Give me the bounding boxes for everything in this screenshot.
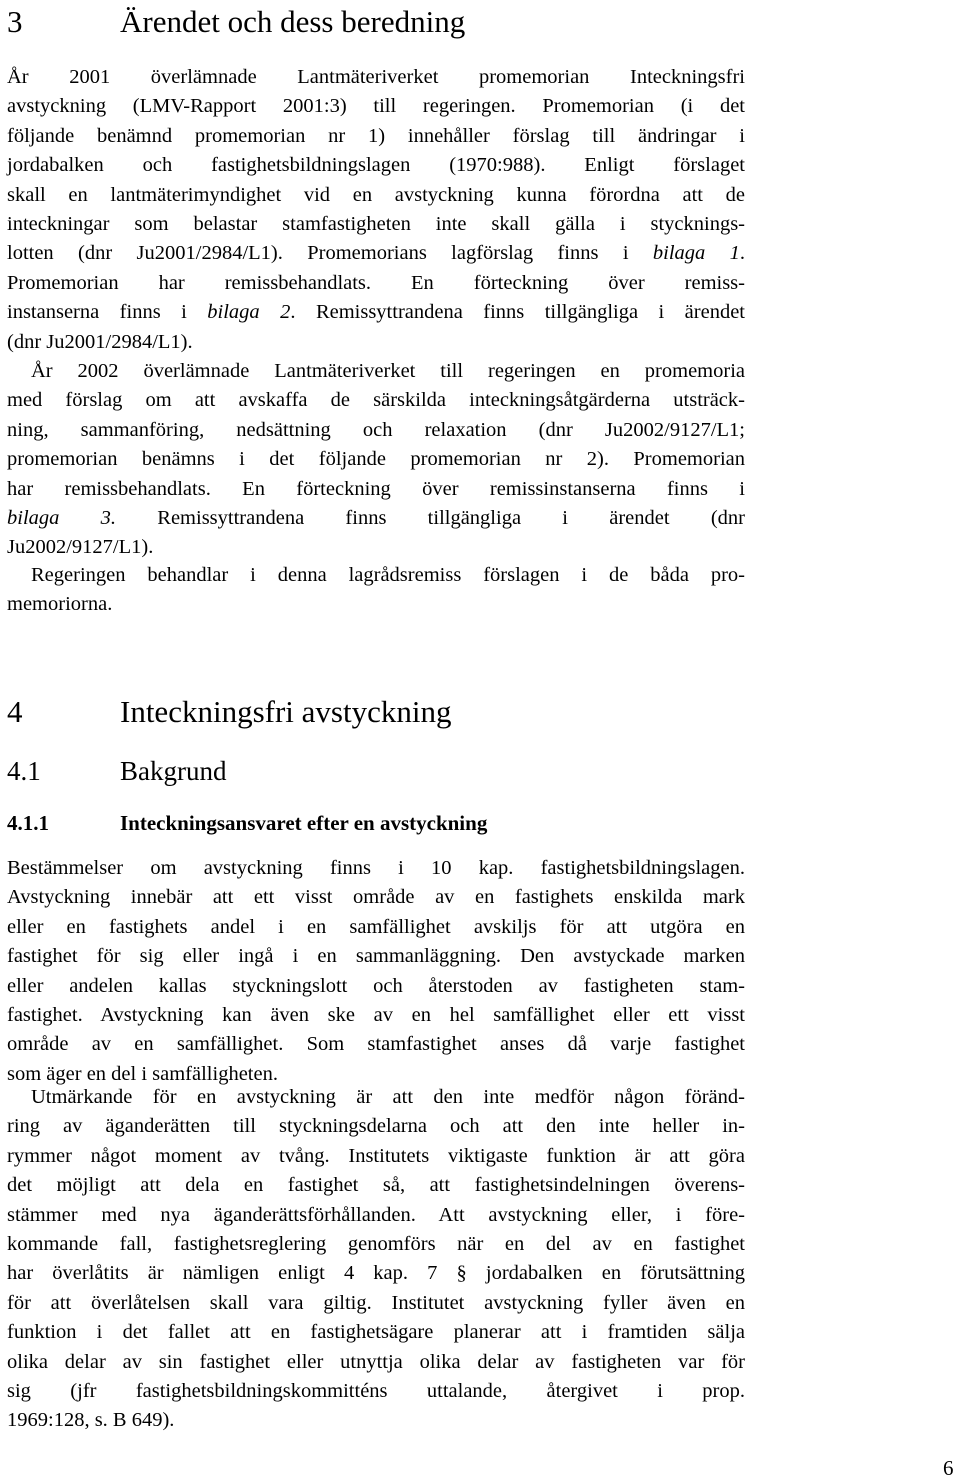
text-line: Avstyckning innebär att ett visst område av en fastighets enskilda mark bbox=[7, 886, 745, 909]
paragraph-4 bbox=[7, 854, 745, 1089]
text-line: för att överlåtelsen skall vara giltig. Institutet avstyckning fyller även en bbox=[7, 1291, 745, 1314]
section-heading-4-1 bbox=[7, 754, 226, 788]
text-line bbox=[7, 504, 745, 533]
text-line: funktion i det fallet att en fastighetsägare planerar att i framtiden sälja bbox=[7, 1321, 745, 1344]
text-line: År 2001 överlämnade Lantmäteriverket promemorian Inteckningsfri bbox=[7, 66, 745, 88]
text-line: avstyckning (LMV-Rapport 2001:3) till regeringen. Promemorian (i det bbox=[7, 95, 745, 118]
appendix-reference: bilaga 1 bbox=[652, 242, 740, 265]
section-title: Ärendet och dess beredning bbox=[120, 4, 466, 39]
text-line: (dnr Ju2001/2984/L1). bbox=[7, 330, 193, 353]
text-line: rymmer något moment av tvång. Institutets viktigaste funktion är att göra bbox=[7, 1144, 745, 1167]
text-line: 1969:128, s. B 649). bbox=[7, 1409, 175, 1432]
text-run: Remissyttrandena finns tillgängliga i ärendet bbox=[315, 301, 745, 324]
text-run: instanserna finns i bbox=[7, 301, 208, 324]
text-line: fastighet. Avstyckning kan även ske av en hel samfällighet eller ett visst bbox=[7, 1004, 745, 1027]
section-number: 3 bbox=[7, 4, 23, 39]
section-title: Bakgrund bbox=[120, 756, 227, 786]
section-heading-4 bbox=[7, 692, 451, 732]
text-line: med förslag om att avskaffa de särskilda inteckningsåtgärderna utsträck- bbox=[7, 389, 745, 412]
text-line: inteckningar som belastar stamfastigheten inte skall gälla i stycknings- bbox=[7, 213, 745, 236]
section-number: 4 bbox=[7, 694, 23, 729]
text-line: Promemorian har remissbehandlats. En förteckning över remiss- bbox=[7, 271, 745, 294]
page-number: 6 bbox=[943, 1456, 954, 1480]
section-number: 4.1.1 bbox=[7, 811, 49, 835]
text-line: promemorian benämns i det följande promemorian nr 2). Promemorian bbox=[7, 448, 745, 471]
section-number: 4.1 bbox=[7, 756, 41, 786]
text-line: Bestämmelser om avstyckning finns i 10 kap. fastighetsbildningslagen. bbox=[7, 857, 745, 879]
text-line: område av en samfällighet. Som stamfastighet anses då varje fastighet bbox=[7, 1033, 745, 1056]
section-title: Inteckningsfri avstyckning bbox=[120, 694, 452, 729]
text-line: Ju2002/9127/L1). bbox=[7, 536, 154, 559]
text-line: följande benämnd promemorian nr 1) innehåller förslag till ändringar i bbox=[7, 124, 745, 147]
text-line: stämmer med nya äganderättsförhållanden. Att avstyckning eller, i före- bbox=[7, 1203, 745, 1226]
text-line: fastighet för sig eller ingå i en sammanläggning. Den avstyckade marken bbox=[7, 945, 745, 968]
paragraph-2 bbox=[7, 357, 745, 563]
text-line: eller andelen kallas styckningslott och återstoden av fastigheten stam- bbox=[7, 974, 745, 997]
text-run: Remissyttrandena finns tillgängliga i ärendet (dnr bbox=[116, 507, 745, 530]
section-heading-3 bbox=[7, 2, 465, 42]
paragraph-3 bbox=[7, 561, 745, 620]
text-line: Regeringen behandlar i denna lagrådsremiss förslagen i de båda pro- bbox=[31, 564, 745, 586]
text-line: ning, sammanföring, nedsättning och relaxation (dnr Ju2002/9127/L1; bbox=[7, 418, 745, 441]
text-line: har remissbehandlats. En förteckning över remissinstanserna finns i bbox=[7, 477, 745, 500]
text-line: ring av äganderätten till styckningsdelarna och att den inte heller in- bbox=[7, 1115, 745, 1138]
text-line: Utmärkande för en avstyckning är att den inte medför någon föränd- bbox=[31, 1086, 745, 1108]
text-run: lotten (dnr Ju2001/2984/L1). Promemorians lagförslag finns i bbox=[7, 242, 653, 265]
text-line: kommande fall, fastighetsreglering genomförs när en del av en fastighet bbox=[7, 1233, 745, 1256]
text-line: sig (jfr fastighetsbildningskommitténs uttalande, återgivet i prop. bbox=[7, 1380, 745, 1403]
text-line: memoriorna. bbox=[7, 593, 113, 616]
text-line bbox=[7, 239, 745, 268]
appendix-reference: bilaga 3. bbox=[7, 507, 117, 530]
text-line: skall en lantmäterimyndighet vid en avstyckning kunna förordna att de bbox=[7, 183, 745, 206]
text-run: . bbox=[290, 301, 316, 324]
appendix-reference: bilaga 2 bbox=[207, 301, 291, 324]
text-line: olika delar av sin fastighet eller utnyttja olika delar av fastigheten var för bbox=[7, 1350, 745, 1373]
text-line: jordabalken och fastighetsbildningslagen (1970:988). Enligt förslaget bbox=[7, 154, 745, 177]
text-line: År 2002 överlämnade Lantmäteriverket till regeringen en promemoria bbox=[31, 360, 745, 382]
paragraph-5 bbox=[7, 1083, 745, 1436]
text-run: . bbox=[739, 242, 745, 265]
text-line: eller en fastighets andel i en samfällighet avskiljs för att utgöra en bbox=[7, 915, 745, 938]
text-line: har överlåtits är nämligen enligt 4 kap. 7 § jordabalken en förutsättning bbox=[7, 1262, 745, 1285]
paragraph-1 bbox=[7, 63, 745, 357]
text-line: som äger en del i samfälligheten. bbox=[7, 1062, 278, 1085]
section-heading-4-1-1 bbox=[7, 809, 487, 837]
text-line: det möjligt att dela en fastighet så, att fastighetsindelningen överens- bbox=[7, 1174, 745, 1197]
text-line bbox=[7, 298, 745, 327]
section-title: Inteckningsansvaret efter en avstyckning bbox=[120, 811, 488, 835]
